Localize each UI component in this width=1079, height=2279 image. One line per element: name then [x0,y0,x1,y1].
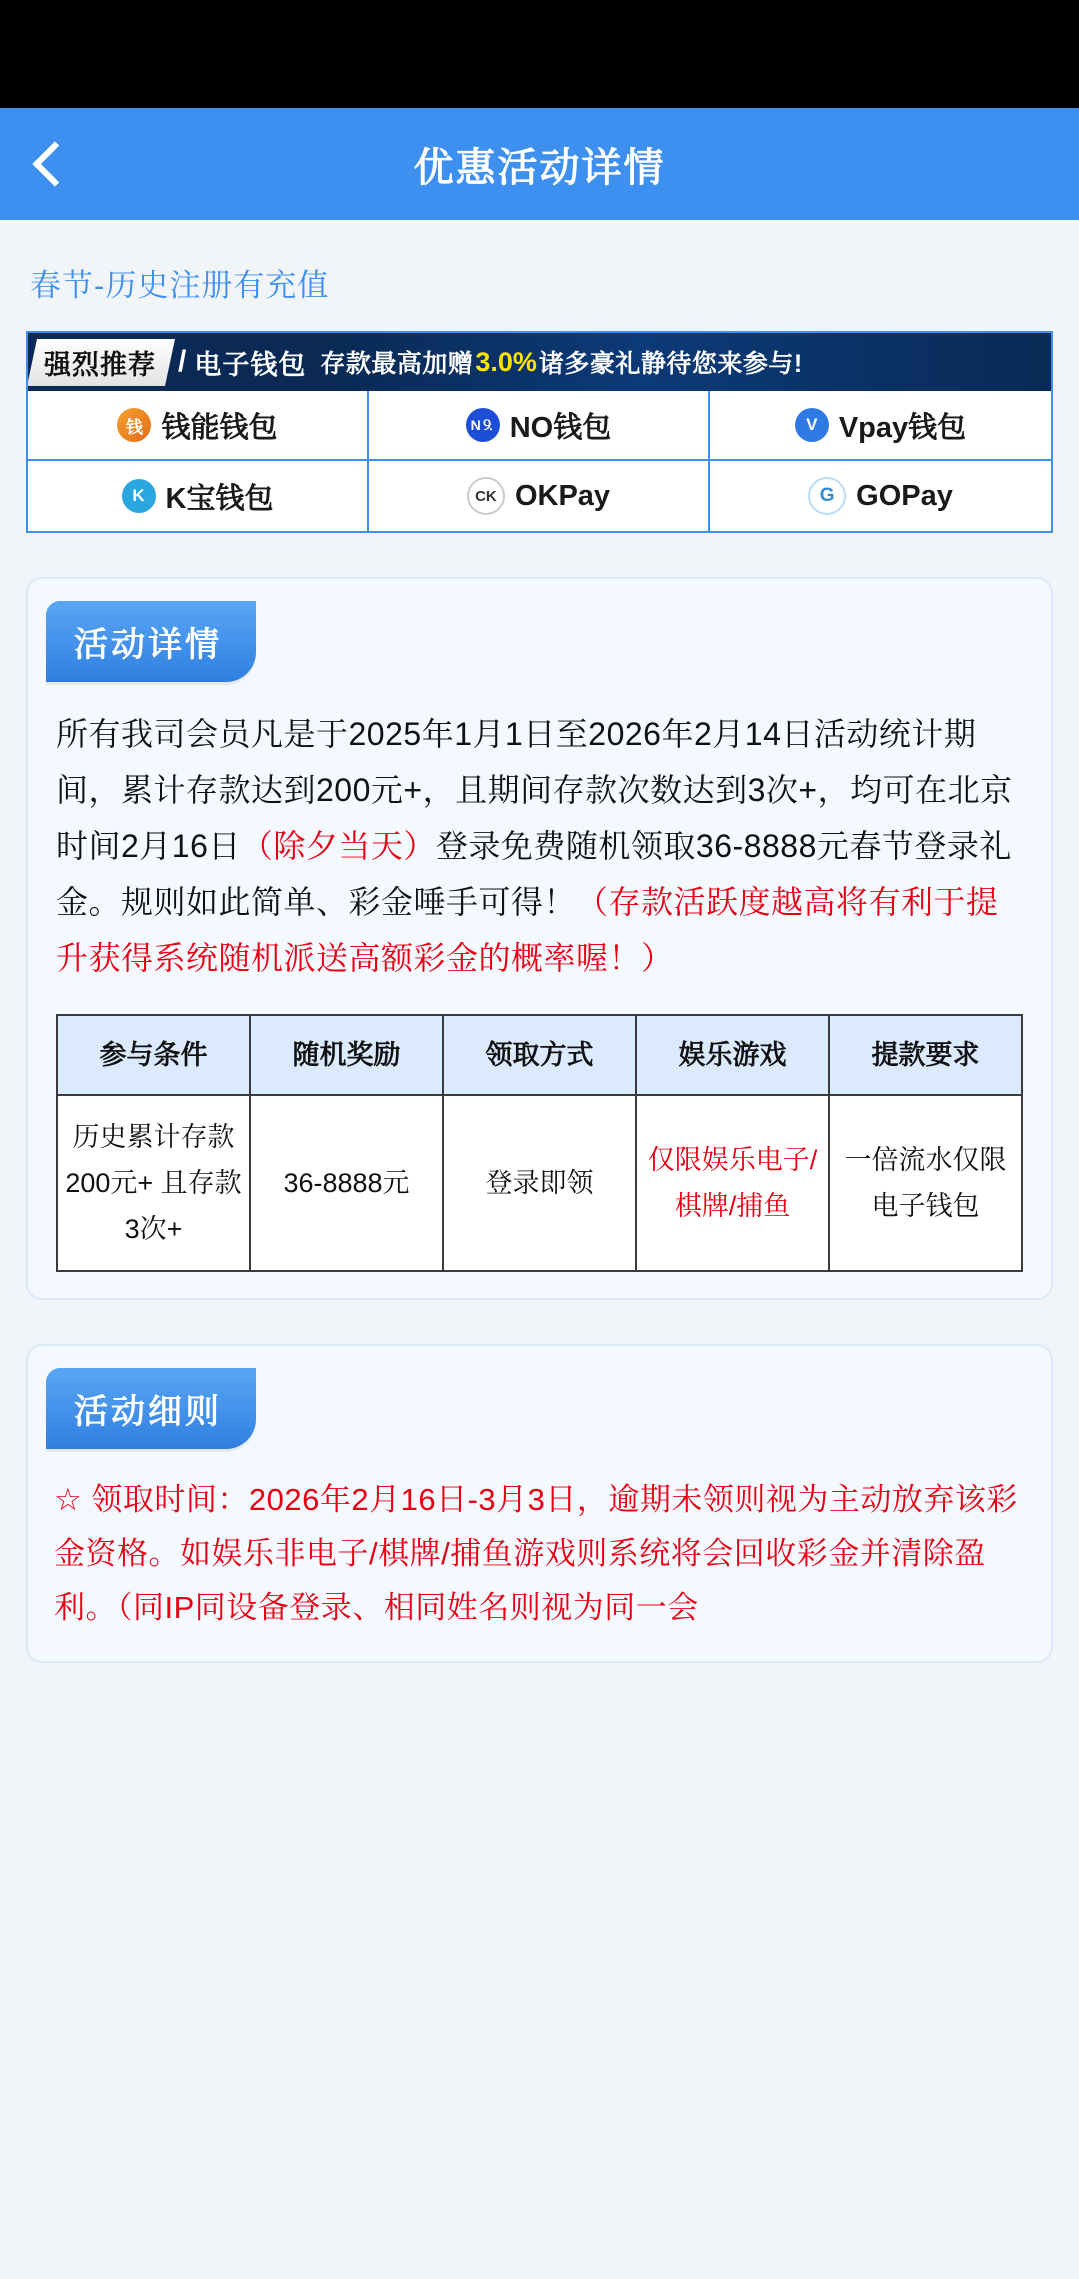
table-cell-withdraw: 一倍流水仅限电子钱包 [829,1095,1022,1271]
wallet-item-vpay[interactable] [710,391,1051,461]
vpay-wallet-icon: V [795,408,829,442]
activity-rules-card [26,1344,1053,1663]
wallet-item-qian-neng[interactable] [28,391,369,461]
wallet-banner [28,333,1051,391]
gopay-icon: G [808,477,846,515]
wallet-item-okpay[interactable] [369,461,710,531]
table-header-cell: 娱乐游戏 [636,1015,829,1095]
wallet-grid [28,391,1051,531]
status-bar [0,0,1079,108]
detail-text-part2: 登录免费随机领取36-8888元春节登录礼金。规则如此简单、彩金唾手可得！ [56,828,1012,920]
activity-rules-tab: 活动细则 [46,1368,256,1449]
activity-detail-table [56,1014,1023,1272]
activity-rules-text: ☆ 领取时间：2026年2月16日-3月3日，逾期未领则视为主动放弃该彩金资格。如娱乐非电子/棋牌/捕鱼游戏则系统将会回收彩金并清除盈利。（同IP同设备登录、相同姓名则视为同一会 [54,1482,1018,1625]
detail-text-part1: 所有我司会员凡是于2025年1月1日至2026年2月14日活动统计期间，累计存款达到200元+，且期间存款次数达到3次+，均可在北京时间2月16日 [56,716,1013,864]
page-title: 优惠活动详情 [413,145,666,190]
activity-detail-card [26,577,1053,1300]
wallet-banner-text-after: 诸多豪礼静待您来参与! [538,350,803,378]
okpay-icon: CK [467,477,505,515]
wallet-item-label: GOPay [856,479,953,512]
wallet-item-label: NO钱包 [509,411,612,444]
detail-text-red2: （存款活跃度越高将有利于提升获得系统随机派送高额彩金的概率喔！） [56,884,999,976]
wallet-item-label: OKPay [514,479,611,512]
no-wallet-icon: N⒐ [466,408,500,442]
wallet-item-label: 钱能钱包 [161,411,278,444]
table-row [57,1095,1022,1271]
table-header-cell: 参与条件 [57,1015,250,1095]
table-cell-condition: 历史累计存款200元+ 且存款3次+ [57,1095,250,1271]
wallet-item-kbao[interactable] [28,461,369,531]
wallet-item-gopay[interactable] [710,461,1051,531]
wallet-promo-box [26,331,1053,533]
activity-detail-tab: 活动详情 [46,601,256,682]
wallet-banner-percent: 3.0% [475,346,537,377]
page-content [0,220,1079,2279]
wallet-banner-badge: 强烈推荐 [28,339,175,386]
table-header-row [57,1015,1022,1095]
back-chevron-icon [32,141,77,186]
qian-neng-wallet-icon: 钱 [117,408,151,442]
kbao-wallet-icon: K [122,479,156,513]
table-header-cell: 随机奖励 [250,1015,443,1095]
wallet-banner-text-before: 存款最高加赠 [320,350,474,378]
wallet-item-label: K宝钱包 [165,482,274,515]
detail-text-red1: （除夕当天） [240,828,436,864]
wallet-banner-slash: / [178,345,187,378]
wallet-item-label: Vpay钱包 [838,411,967,444]
table-cell-method: 登录即领 [443,1095,636,1271]
activity-detail-paragraph [28,692,1051,986]
breadcrumb[interactable]: 春节-历史注册有充值 [30,268,330,303]
wallet-banner-category: 电子钱包 [194,349,307,380]
table-header-cell: 领取方式 [443,1015,636,1095]
wallet-item-no[interactable] [369,391,710,461]
back-button[interactable] [0,108,100,220]
table-header-cell: 提款要求 [829,1015,1022,1095]
table-cell-reward: 36-8888元 [250,1095,443,1271]
table-cell-games: 仅限娱乐电子/棋牌/捕鱼 [636,1095,829,1271]
app-header [0,108,1079,220]
